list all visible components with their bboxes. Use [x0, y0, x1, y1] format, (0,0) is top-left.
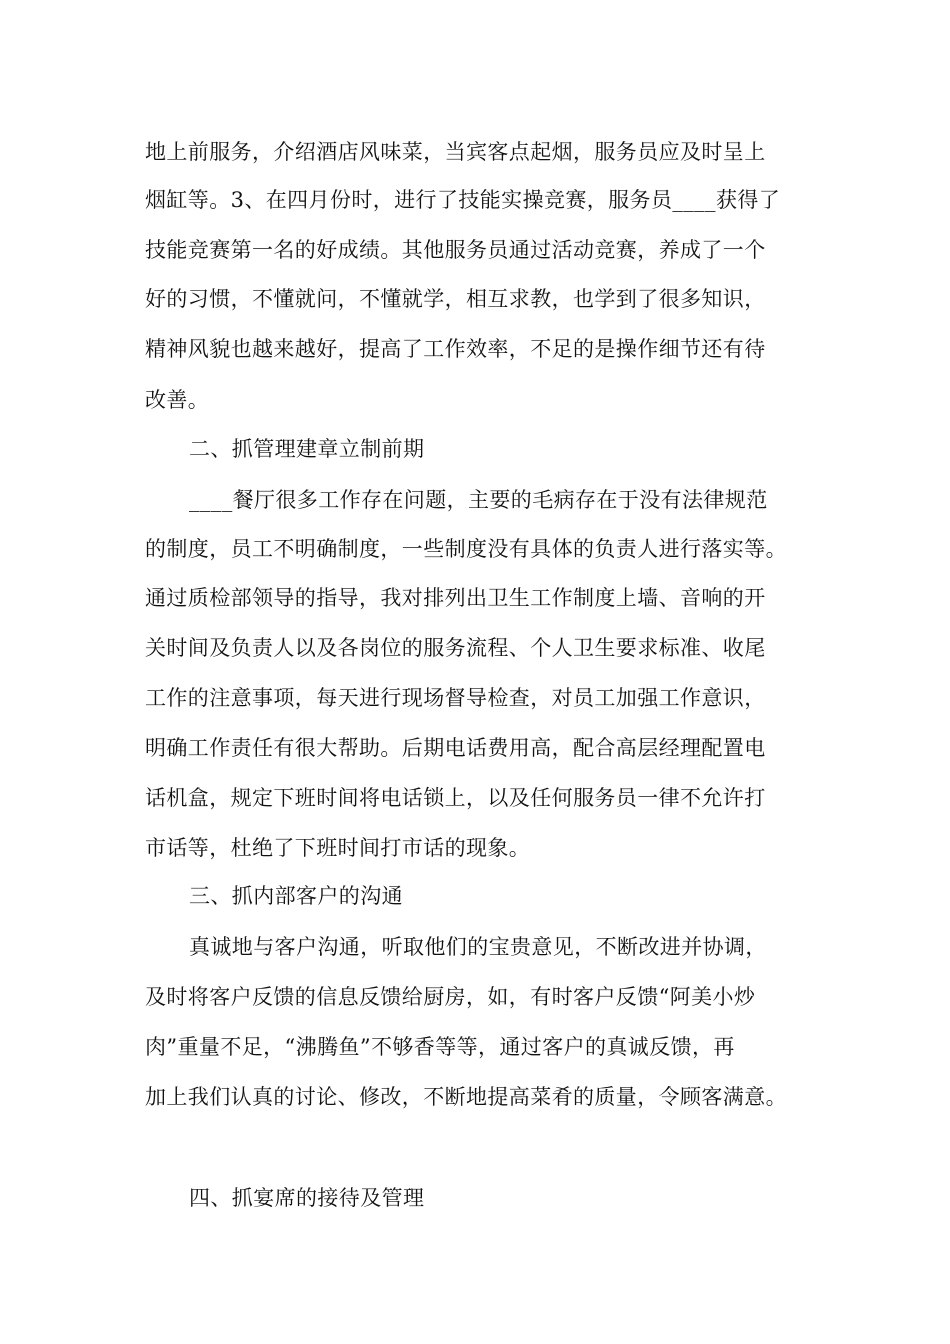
- paragraph-line: 通过质检部领导的指导，我对排列出卫生工作制度上墙、音响的开: [145, 586, 766, 610]
- paragraph-line: 加上我们认真的讨论、修改，不断地提高菜肴的质量，令顾客满意。: [145, 1085, 787, 1109]
- paragraph-line: ____餐厅很多工作存在问题，主要的毛病存在于没有法律规范: [189, 488, 768, 512]
- paragraph-line: 明确工作责任有很大帮助。后期电话费用高，配合高层经理配置电: [145, 736, 766, 760]
- paragraph-line: 关时间及负责人以及各岗位的服务流程、个人卫生要求标准、收尾: [145, 636, 766, 660]
- paragraph-line: 真诚地与客户沟通，听取他们的宝贵意见，不断改进并协调，: [189, 935, 767, 959]
- section-heading: 四、抓宴席的接待及管理: [189, 1186, 425, 1210]
- paragraph-line: 肉”重量不足，“沸腾鱼”不够香等等，通过客户的真诚反馈，再: [145, 1035, 735, 1059]
- paragraph-line: 改善。: [145, 388, 210, 412]
- paragraph-line: 工作的注意事项，每天进行现场督导检查，对员工加强工作意识，: [145, 686, 766, 710]
- paragraph-line: 地上前服务，介绍酒店风味菜，当宾客点起烟，服务员应及时呈上: [145, 140, 766, 164]
- paragraph-line: 及时将客户反馈的信息反馈给厨房，如，有时客户反馈“阿美小炒: [145, 985, 756, 1009]
- section-heading: 二、抓管理建章立制前期: [189, 437, 425, 461]
- paragraph-line: 的制度，员工不明确制度，一些制度没有具体的负责人进行落实等。: [145, 537, 787, 561]
- paragraph-line: 烟缸等。3、在四月份时，进行了技能实操竞赛，服务员____获得了: [145, 188, 781, 212]
- paragraph-line: 好的习惯，不懂就问，不懂就学，相互求教，也学到了很多知识，: [145, 287, 766, 311]
- paragraph-line: 话机盒，规定下班时间将电话锁上，以及任何服务员一律不允许打: [145, 786, 766, 810]
- section-heading: 三、抓内部客户的沟通: [189, 884, 403, 908]
- paragraph-line: 精神风貌也越来越好，提高了工作效率，不足的是操作细节还有待: [145, 337, 766, 361]
- paragraph-line: 技能竞赛第一名的好成绩。其他服务员通过活动竞赛，养成了一个: [145, 238, 766, 262]
- paragraph-line: 市话等，杜绝了下班时间打市话的现象。: [145, 836, 531, 860]
